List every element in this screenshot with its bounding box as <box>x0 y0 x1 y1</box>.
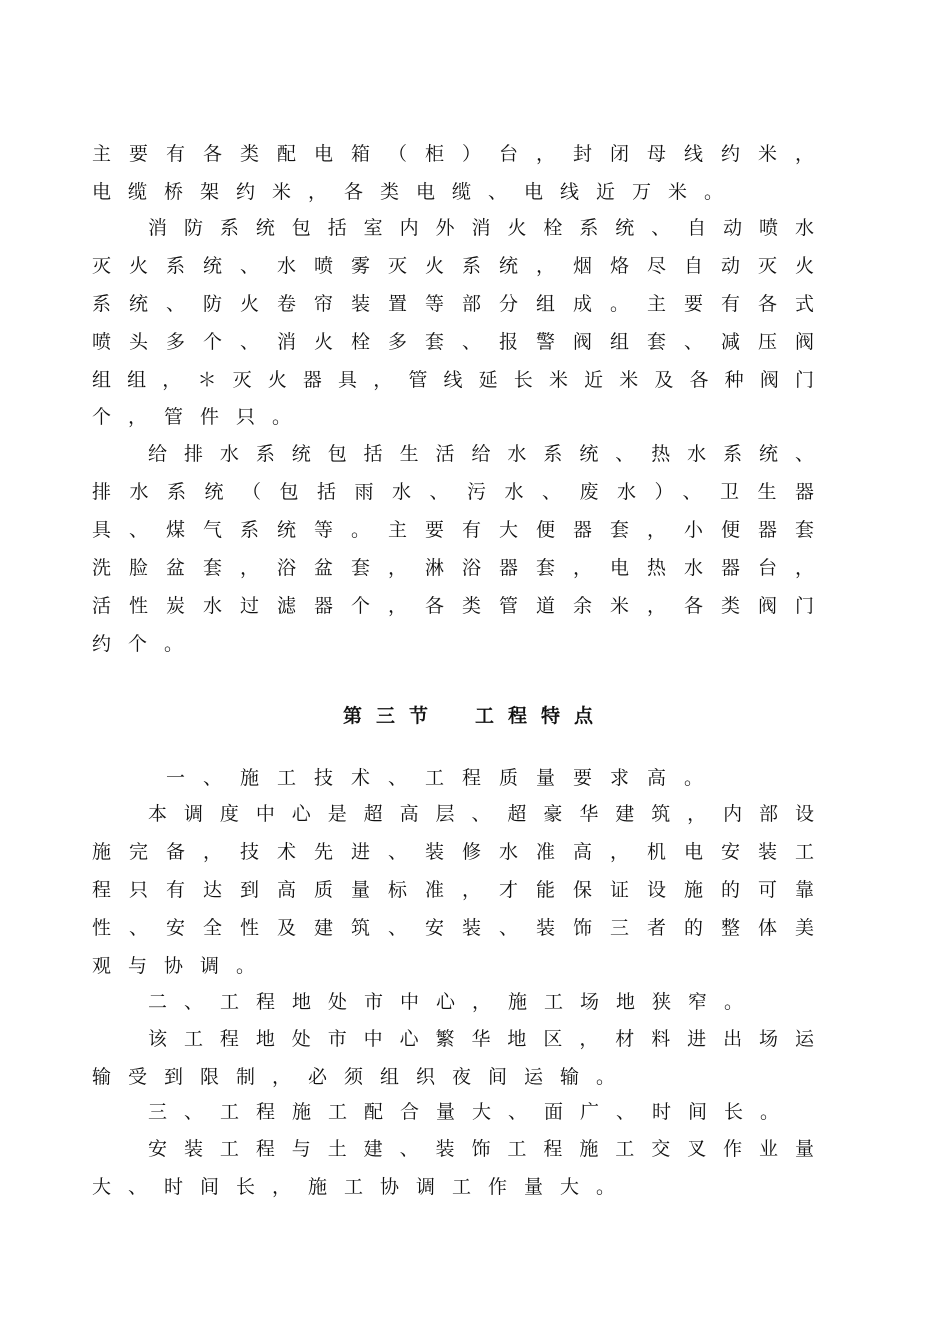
text-line: 该工程地处市中心繁华地区，材料进出场运 <box>148 1028 814 1050</box>
text-line: 具、煤气系统等。主要有大便器套，小便器套 <box>92 519 814 541</box>
text-line: 程只有达到高质量标准，才能保证设施的可靠 <box>92 879 814 901</box>
text-line: 系统、防火卷帘装置等部分组成。主要有各式 <box>92 293 814 315</box>
text-line: 排水系统（包括雨水、污水、废水）、卫生器 <box>92 481 814 503</box>
subsection-heading: 一、施工技术、工程质量要求高。 <box>166 767 722 789</box>
text-line: 性、安全性及建筑、安装、装饰三者的整体美 <box>92 917 814 939</box>
text-line: 施完备，技术先进、装修水准高，机电安装工 <box>92 841 814 863</box>
text-line: 本调度中心是超高层、超豪华建筑，内部设 <box>148 803 814 825</box>
text-line: 大、时间长，施工协调工作量大。 <box>92 1176 633 1198</box>
text-line: 安装工程与土建、装饰工程施工交叉作业量 <box>148 1138 814 1160</box>
text-line: 洗脸盆套，浴盆套，淋浴器套，电热水器台， <box>92 557 814 579</box>
text-line: 主要有各类配电箱（柜）台，封闭母线约米， <box>92 143 814 165</box>
subsection-heading: 三、工程施工配合量大、面广、时间长。 <box>148 1101 797 1123</box>
text-line: 约个。 <box>92 633 201 655</box>
text-line: 消防系统包括室内外消火栓系统、自动喷水 <box>148 217 814 239</box>
text-line: 给排水系统包括生活给水系统、热水系统、 <box>148 443 814 465</box>
text-line: 电缆桥架约米，各类电缆、电线近万米。 <box>92 181 741 203</box>
text-line: 观与协调。 <box>92 955 273 977</box>
subsection-heading: 二、工程地处市中心，施工场地狭窄。 <box>148 991 761 1013</box>
text-line: 喷头多个、消火栓多套、报警阀组套、减压阀 <box>92 331 814 353</box>
section-heading: 第三节 工程特点 <box>342 705 607 727</box>
text-line: 灭火系统、水喷雾灭火系统，烟烙尽自动灭火 <box>92 255 814 277</box>
text-line: 组组，＊灭火器具，管线延长米近米及各种阀门 <box>92 369 814 391</box>
text-line: 输受到限制，必须组织夜间运输。 <box>92 1066 633 1088</box>
text-line: 活性炭水过滤器个，各类管道余米，各类阀门 <box>92 595 814 617</box>
text-line: 个，管件只。 <box>92 406 309 428</box>
